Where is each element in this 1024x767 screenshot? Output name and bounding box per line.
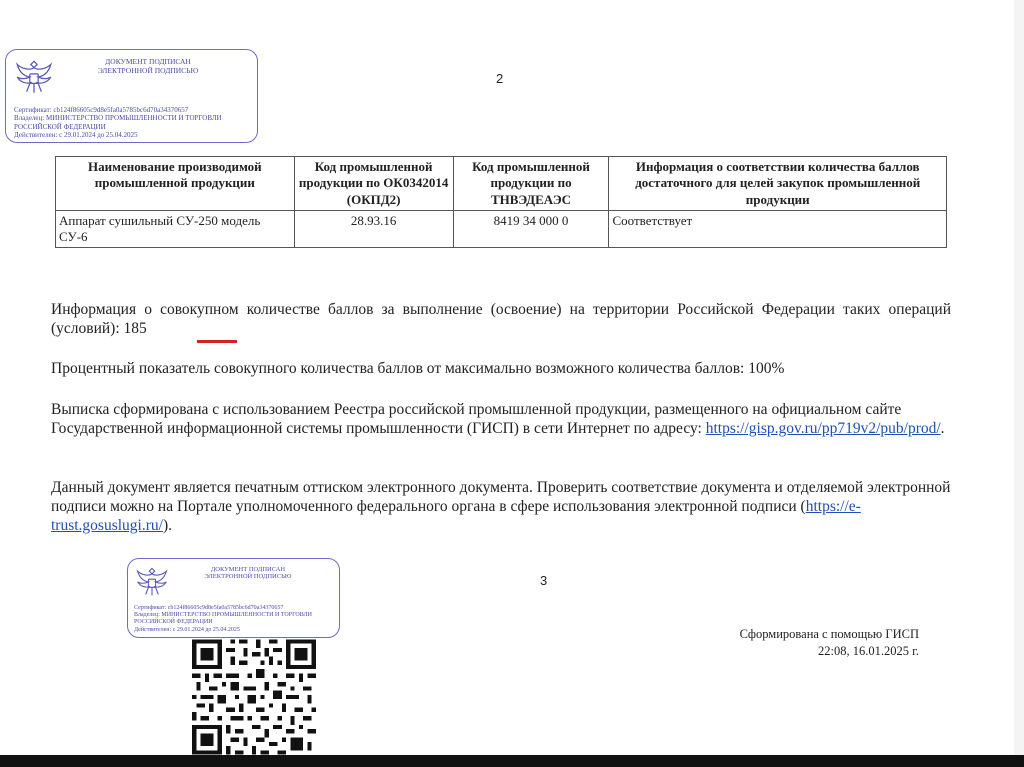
total-points-paragraph: Информация о совокупном количестве баллов за выполнение (освоение) на территории Российской Федерации таких операций (условий): 185	[51, 301, 951, 337]
gisp-link[interactable]: https://gisp.gov.ru/pp719v2/pub/prod/	[705, 420, 941, 437]
stamp-certificate: Сертификат: cb124f86605c9d8e5fa0a5785bc6d70a34370657	[134, 605, 284, 611]
table-header: Код промышленной продукции по ОК0342014 (ОКПД2)	[294, 157, 453, 211]
okpd2-cell: 28.93.16	[294, 210, 453, 248]
generated-by: Сформирована с помощью ГИСП	[739, 627, 919, 641]
coat-of-arms-icon	[13, 55, 55, 97]
page-edge	[1014, 0, 1024, 767]
table-header: Наименование производимой промышленной продукции	[56, 157, 295, 211]
stamp-valid: Действителен: с 29.01.2024 до 25.04.2025	[14, 131, 138, 140]
qr-code	[192, 639, 316, 755]
generated-timestamp: 22:08, 16.01.2025 г.	[818, 644, 919, 658]
compliance-cell: Соответствует	[609, 210, 947, 248]
stamp-valid: Действителен: с 29.01.2024 до 25.04.2025	[134, 626, 240, 633]
table-header: Информация о соответствии количества баллов достаточного для целей закупок промышленной продукции	[609, 157, 947, 211]
stamp-details	[14, 106, 254, 140]
product-table	[55, 156, 947, 248]
bottom-border	[0, 755, 1024, 767]
page-number: 3	[540, 573, 548, 588]
stamp-certificate: Сертификат: cb124f86605c9d8e5fa0a5785bc6d70a34370657	[14, 106, 189, 114]
coat-of-arms-icon	[134, 563, 170, 599]
stamp-title: ДОКУМЕНТ ПОДПИСАН ЭЛЕКТРОННОЙ ПОДПИСЬЮ	[97, 57, 199, 75]
tnved-cell: 8419 34 000 0	[453, 210, 609, 248]
product-name-cell: Аппарат сушильный СУ-250 модель СУ-6	[56, 210, 295, 248]
extract-text: Выписка сформирована с использованием Реестра российской промышленной продукции, размещенного на официальном сайте Государственной информационной системы промышленности (ГИСП) в сети Интернет по адресу:	[51, 401, 902, 437]
stamp-owner: Владелец: МИНИСТЕРСТВО ПРОМЫШЛЕННОСТИ И ТОРГОВЛИ РОССИЙСКОЙ ФЕДЕРАЦИИ	[134, 612, 312, 626]
signature-stamp	[5, 49, 258, 143]
extract-tail: .	[940, 420, 945, 437]
table-header: Код промышленной продукции по ТНВЭДЕАЭС	[453, 157, 609, 211]
percent-paragraph: Процентный показатель совокупного количества баллов от максимально возможного количества баллов: 100%	[51, 360, 785, 377]
stamp-title: ДОКУМЕНТ ПОДПИСАН ЭЛЕКТРОННОЙ ПОДПИСЬЮ	[204, 566, 292, 581]
signature-stamp	[127, 558, 340, 638]
extract-paragraph	[51, 400, 951, 438]
page-number: 2	[496, 71, 504, 86]
print-tail: ).	[162, 517, 172, 534]
print-text: Данный документ является печатным оттиском электронного документа. Проверить соответствие документа и отделяемой электронной подписи можно на Портале уполномоченного федерального органа в сфере использования электронной подписи (	[51, 479, 951, 515]
print-paragraph	[51, 478, 951, 535]
table-row	[56, 210, 947, 248]
gosuslugi-link[interactable]: https://e-trust.gosuslugi.ru/	[51, 498, 861, 534]
stamp-owner: Владелец: МИНИСТЕРСТВО ПРОМЫШЛЕННОСТИ И ТОРГОВЛИ РОССИЙСКОЙ ФЕДЕРАЦИИ	[14, 114, 222, 131]
highlight-underline	[197, 340, 237, 343]
stamp-details	[134, 605, 339, 634]
generated-note	[740, 626, 919, 660]
